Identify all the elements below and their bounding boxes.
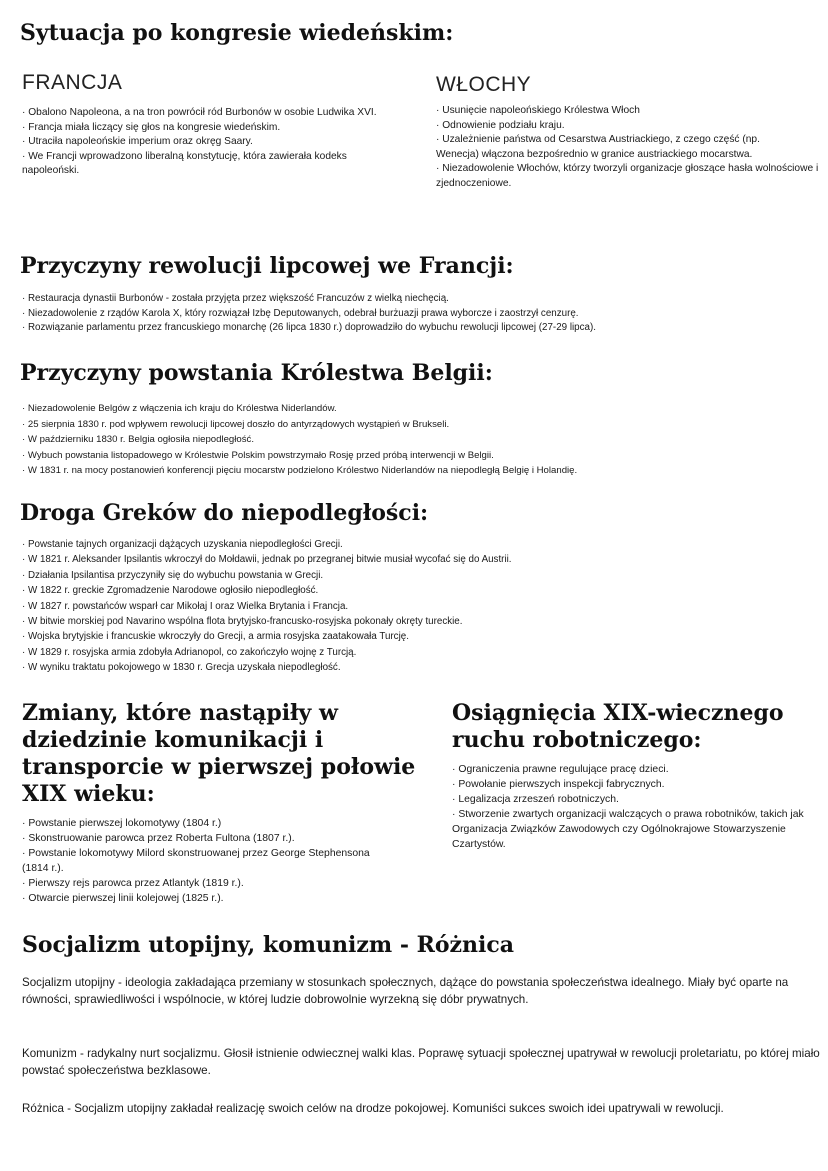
list-item: · Powstanie tajnych organizacji dążących uzyskania niepodległości Grecji. <box>22 537 822 552</box>
list-item: · Ograniczenia prawne regulujące pracę dzieci. <box>452 762 822 777</box>
list-item: · W 1829 r. rosyjska armia zdobyła Adrianopol, co zakończyło wojnę z Turcją. <box>22 645 822 660</box>
list-item: · Niezadowolenie Włochów, którzy tworzyli organizacje głoszące hasła wolnościowe i zjednoczeniowe. <box>436 162 821 191</box>
list-item: · Francja miała liczący się głos na kongresie wiedeńskim. <box>22 121 312 136</box>
heading-greece: Droga Greków do niepodległości: <box>20 500 429 526</box>
list-item: · W bitwie morskiej pod Navarino wspólna flota brytyjsko-francusko-rosyjska pokonały okręty tureckie. <box>22 614 822 629</box>
list-item: · We Francji wprowadzono liberalną konstytucję, która zawierała kodeks napoleoński. <box>22 150 402 179</box>
list-item: · Rozwiązanie parlamentu przez francuskiego monarchę (26 lipca 1830 r.) doprowadziło do wybuchu rewolucji lipcowej (27-29 lipca). <box>22 321 822 336</box>
list-item: · W 1821 r. Aleksander Ipsilantis wkroczył do Mołdawii, jednak po przegranej bitwie musiał wycofać się do Austrii. <box>22 552 822 567</box>
list-item: · Powołanie pierwszych inspekcji fabrycznych. <box>452 777 822 792</box>
list-item: · W wyniku traktatu pokojowego w 1830 r. Grecja uzyskała niepodległość. <box>22 660 822 675</box>
heading-congress: Sytuacja po kongresie wiedeńskim: <box>20 20 454 46</box>
column-transport <box>22 700 442 906</box>
list-item: · Otwarcie pierwszej linii kolejowej (1825 r.). <box>22 891 392 906</box>
list-july-revolution <box>22 292 822 336</box>
list-item: · Wybuch powstania listopadowego w Królestwie Polskim powstrzymało Rosję przed próbą interwencji w Belgii. <box>22 448 822 464</box>
heading-socialism: Socjalizm utopijny, komunizm - Różnica <box>22 932 515 958</box>
list-item: · W 1822 r. greckie Zgromadzenie Narodowe ogłosiło niepodległość. <box>22 583 822 598</box>
heading-july-revolution: Przyczyny rewolucji lipcowej we Francji: <box>20 253 514 279</box>
list-italy <box>436 104 821 191</box>
list-item: · Restauracja dynastii Burbonów - została przyjęta przez większość Francuzów z wielką niechęcią. <box>22 292 822 307</box>
list-item: · Działania Ipsilantisa przyczyniły się do wybuchu powstania w Grecji. <box>22 568 822 583</box>
list-item: · Stworzenie zwartych organizacji walczących o prawa robotników, takich jak Organizacja Związków Zawodowych czy Ogólnokrajowe Stowarzyszenie Czartystów. <box>452 807 822 852</box>
list-item: · Obalono Napoleona, a na tron powrócił ród Burbonów w osobie Ludwika XVI. <box>22 106 402 121</box>
list-item: · Utraciła napoleońskie imperium oraz okręg Saary. <box>22 135 402 150</box>
list-workers <box>452 762 822 852</box>
heading-belgium: Przyczyny powstania Królestwa Belgii: <box>20 360 493 386</box>
list-item: · Powstanie pierwszej lokomotywy (1804 r.) <box>22 816 392 831</box>
list-item: · 25 sierpnia 1830 r. pod wpływem rewolucji lipcowej doszło do antyrządowych wystąpień w Brukseli. <box>22 417 822 433</box>
list-item: · Powstanie lokomotywy Milord skonstruowanej przez George Stephensona (1814 r.). <box>22 846 392 876</box>
list-item: · Uzależnienie państwa od Cesarstwa Austriackiego, z czego część (np. Wenecja) włączona bezpośrednio w granice austriackiego mocarstwa. <box>436 133 766 162</box>
list-france <box>22 106 402 179</box>
paragraph-communism: Komunizm - radykalny nurt socjalizmu. Głosił istnienie odwiecznej walki klas. Poprawę sytuacji społecznej upatrywał w rewolucji proletariatu, po której miało powstać społeczeństwa bezklasowe. <box>22 1047 820 1077</box>
list-item: · Legalizacja zrzeszeń robotniczych. <box>452 792 822 807</box>
list-item: · Wojska brytyjskie i francuskie wkroczyły do Grecji, a armia rosyjska zaatakowała Turcję. <box>22 629 822 644</box>
list-item: · Pierwszy rejs parowca przez Atlantyk (1819 r.). <box>22 876 392 891</box>
column-workers <box>452 700 822 852</box>
list-item: · Niezadowolenie z rządów Karola X, który rozwiązał Izbę Deputowanych, odebrał burżuazji prawa wyborcze i zaostrzył cenzurę. <box>22 307 822 322</box>
list-item: · W 1831 r. na mocy postanowień konferencji pięciu mocarstw podzielono Królestwo Niderlandów na niepodległą Belgię i Holandię. <box>22 463 822 479</box>
list-greece <box>22 537 822 676</box>
subheading-france: FRANCJA <box>22 71 123 94</box>
list-item: · W 1827 r. powstańców wsparł car Mikołaj I oraz Wielka Brytania i Francja. <box>22 599 822 614</box>
list-item: · Odnowienie podziału kraju. <box>436 119 821 134</box>
list-item: · Skonstruowanie parowca przez Roberta Fultona (1807 r.). <box>22 831 392 846</box>
heading-workers: Osiągnięcia XIX-wiecznego ruchu robotniczego: <box>452 700 784 753</box>
list-item: · W październiku 1830 r. Belgia ogłosiła niepodległość. <box>22 432 822 448</box>
heading-transport: Zmiany, które nastąpiły w dziedzinie komunikacji i transporcie w pierwszej połowie XIX wieku: <box>22 700 416 807</box>
paragraph-difference: Różnica - Socjalizm utopijny zakładał realizację swoich celów na drodze pokojowej. Komuniści sukces swoich idei upatrywali w rewolucji. <box>22 1102 724 1115</box>
list-item: · Usunięcie napoleońskiego Królestwa Włoch <box>436 104 821 119</box>
list-item: · Niezadowolenie Belgów z włączenia ich kraju do Królestwa Niderlandów. <box>22 401 822 417</box>
column-france <box>22 70 402 179</box>
list-transport <box>22 816 392 906</box>
column-italy <box>436 72 821 191</box>
paragraph-utopian-socialism: Socjalizm utopijny - ideologia zakładająca przemiany w stosunkach społecznych, dążące do powstania społeczeństwa idealnego. Miały być oparte na równości, sprawiedliwości i wspólnocie, w której ludzie dobrowolnie wyrzekną się dóbr prywatnych. <box>22 976 789 1006</box>
list-belgium <box>22 401 822 479</box>
subheading-italy: WŁOCHY <box>436 73 532 96</box>
